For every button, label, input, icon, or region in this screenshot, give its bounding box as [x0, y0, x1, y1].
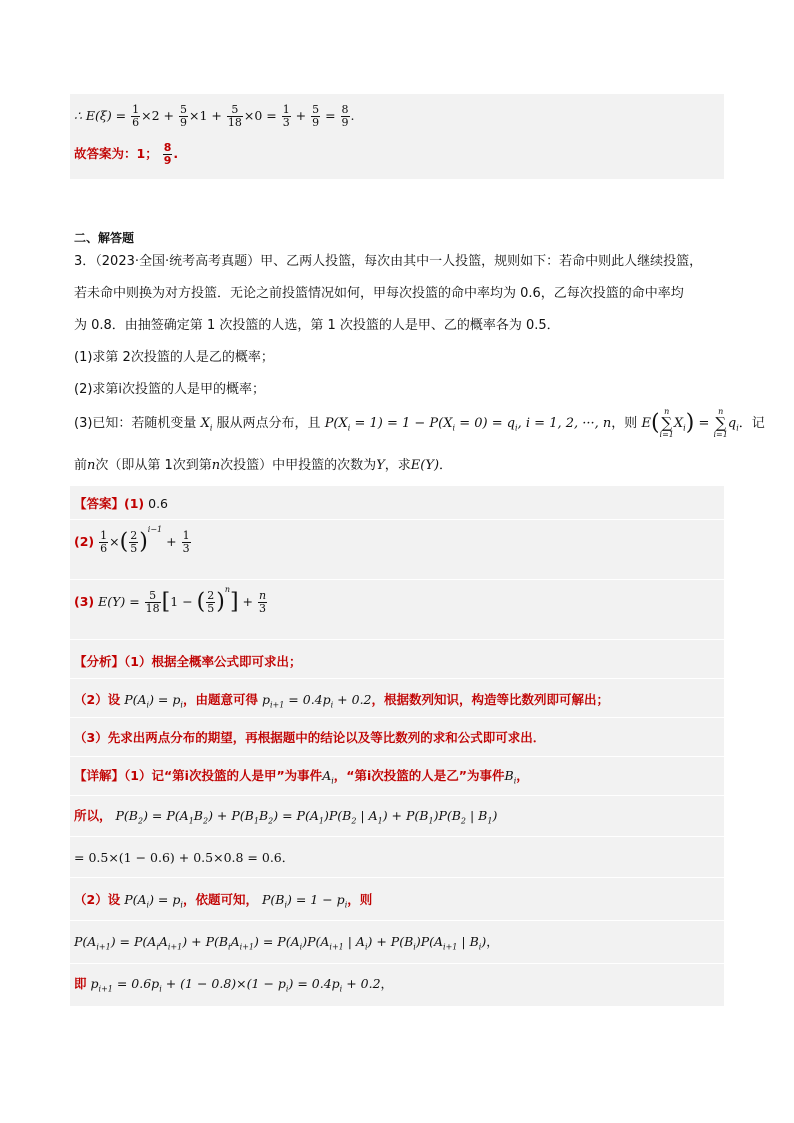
question-3-line-2: 前n次（即从第 1次到第n次投篮）中甲投篮的次数为Y，求E(Y)． [74, 458, 453, 473]
detail-1: 【详解】（1）记“第i次投篮的人是甲”为事件$A_i$，“第i次投篮的人是乙”为事件$B_i$， [74, 768, 529, 786]
detail-4: （2）设 $P(A_i) = p_i$，依题可知， $P(B_i) = 1 - p_i$，则 [74, 892, 373, 910]
analysis-2: （2）设 $P(A_i) = p_i$，由题意可得 $p_{i+1} = 0.4p_i + 0.2$，根据数列知识，构造等比数列即可解出； [74, 692, 610, 710]
problem-line-1: 3．（2023·全国·统考高考真题）甲、乙两人投篮，每次由其中一人投篮，规则如下：若命中则此人继续投篮， [74, 254, 703, 269]
answer-3: (3) E(Y) = $\frac{5}{18}$ [1 − ( $\frac{2}{5}$ )$^n$] + $\frac{n}{3}$ [74, 585, 267, 615]
section-title: 二、解答题 [74, 231, 135, 245]
question-3-line-1: (3)已知：若随机变量 $X_i$ 服从两点分布，且 $P(X_i = 1) = 1 - P(X_i = 0) = q_i$, i = 1, 2, ···, n，则 E( n ∑ $i=1X_i) = n$ ∑ $i=1q_i$．记 [74, 407, 765, 439]
analysis-3: （3）先求出两点分布的期望，再根据题中的结论以及等比数列的求和公式即可求出． [74, 730, 546, 745]
detail-5: $P(A_{i+1}) = P(A_iA_{i+1}) + P(B_iA_{i+1}) = P(A_i)P(A_{i+1}$ | $A_i) + P(B_i)P(A_{i+1}$ | $B_i$)， [74, 934, 499, 952]
expectation-line: ∴ E(ξ) = $\frac{1}{6}$ ×2 + $\frac{5}{9}$ ×1 + $\frac{5}{18}$ ×0 = $\frac{1}{3}$ + $\frac{5}{9}$ = $\frac{8}{9}$ . [74, 103, 355, 129]
analysis-1: 【分析】（1）根据全概率公式即可求出； [74, 654, 302, 669]
question-2: (2)求第i次投篮的人是甲的概率； [74, 382, 266, 397]
detail-3: = 0.5×(1 − 0.6) + 0.5×0.8 = 0.6． [74, 850, 295, 865]
problem-line-3: 为 0.8．由抽签确定第 1 次投篮的人选，第 1 次投篮的人是甲、乙的概率各为 0.5． [74, 318, 560, 333]
problem-line-2: 若未命中则换为对方投篮．无论之前投篮情况如何，甲每次投篮的命中率均为 0.6，乙每次投篮的命中率均 [74, 286, 684, 301]
detail-2: 所以， $P(B_2) = P(A_1B_2) + P(B_1B_2) = P(A_1)P(B_2$ | $A_1) + P(B_1)P(B_2$ | $B_1$) [74, 808, 498, 826]
question-1: (1)求第 2次投篮的人是乙的概率； [74, 350, 274, 365]
answer-2: (2) $\frac{1}{6}$ ×( $\frac{2}{5}$ )$^{i-1}$ + $\frac{1}{3}$ [74, 525, 190, 555]
detail-6: 即 $p_{i+1} = 0.6p_i + (1 - 0.8)\times(1 - p_i) = 0.4p_i + 0.2$， [74, 976, 394, 994]
final-answer-line: 故答案为：1； $\frac{8}{9}$ . [74, 141, 179, 167]
answer-1: 【答案】(1) 0.6 [74, 496, 169, 511]
